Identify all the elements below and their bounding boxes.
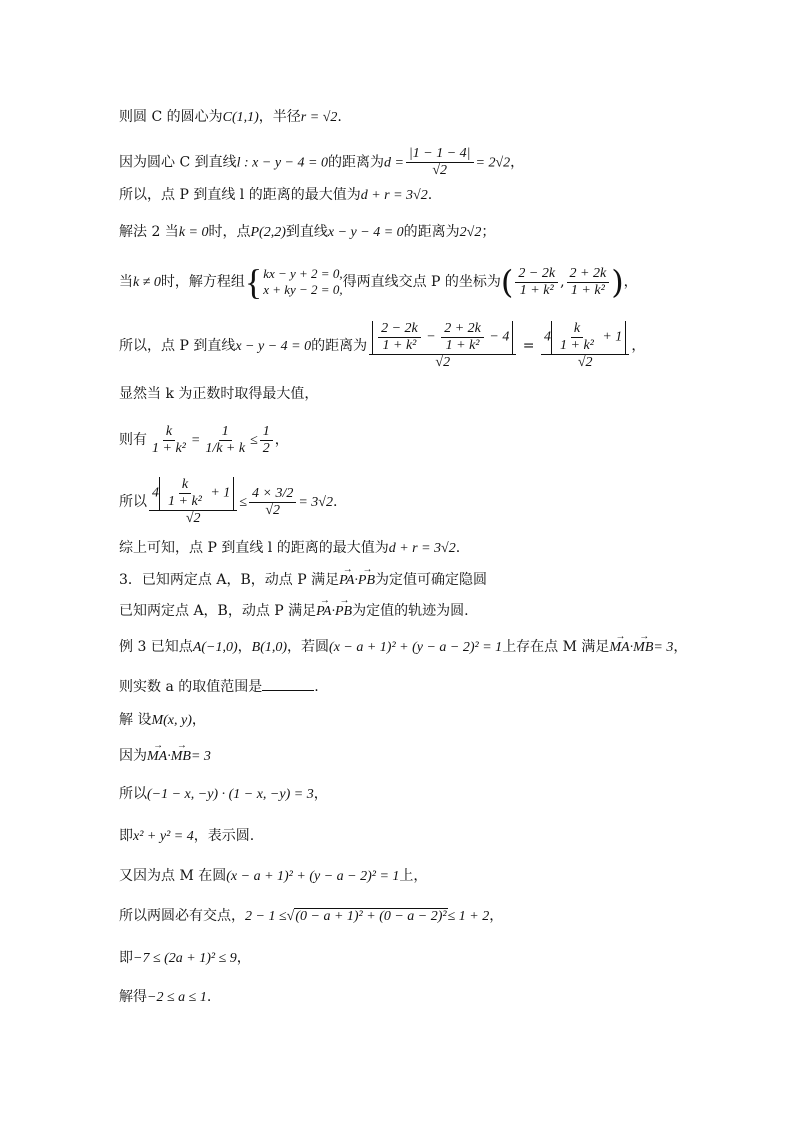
text: 因为圆心 C 到直线 xyxy=(119,154,237,171)
text: 上， xyxy=(399,868,428,884)
sqrt-expression: √(0 − a + 1)² + (0 − a − 2)² xyxy=(286,909,447,924)
text-line-4 xyxy=(119,222,495,243)
vector-mb: → MB xyxy=(633,638,653,658)
text: ， xyxy=(191,712,206,728)
text: 即 xyxy=(119,828,133,844)
text: 所以，点 P 到直线 l 的距离的最大值为 xyxy=(119,187,361,203)
text: ，表示圆. xyxy=(193,828,255,844)
text-line-5: 当k ≠ 0时，解方程组 { kx − y + 2 = 0, x + ky − 2 = 0, 得两直线交点 P 的坐标为( $\frac{2 - 2k}{\text{1 + k²}}$ , $\frac{2 + 2k}{\text{1 + k²}}$ )， xyxy=(119,262,638,302)
fraction: $\frac{k}{\text{1 + k²}}$ xyxy=(152,423,186,456)
text-line-7 xyxy=(119,384,318,404)
text: ， xyxy=(236,950,251,966)
text: 解法 2 当 xyxy=(119,224,179,240)
text: 到直线 xyxy=(285,224,328,240)
text: ， xyxy=(274,432,289,448)
math-expression: P(2,2) xyxy=(250,225,286,240)
equation-system: { kx − y + 2 = 0, x + ky − 2 = 0, xyxy=(244,262,343,302)
text-line-19 xyxy=(119,866,427,887)
fraction: $\frac{1}{2}$ xyxy=(260,424,273,457)
fraction: $\frac{2 + 2k}{\text{1 + k²}}$ xyxy=(567,266,610,299)
text: ，若圆 xyxy=(287,639,330,655)
text: . xyxy=(206,989,212,1005)
text-line-14 xyxy=(119,676,319,697)
text: 的距离为 xyxy=(311,338,368,354)
math-expression: B(1,0) xyxy=(251,640,288,655)
distance-fraction: $\frac{2 - 2k}{\text{1 + k²}}$ − $\frac{2 + 2k}{\text{1 + k²}}$ − 4 √2 xyxy=(369,321,516,371)
text: 的距离为 xyxy=(403,224,460,240)
text: 所以，点 P 到直线 xyxy=(119,338,236,354)
math-expression: d = xyxy=(383,155,404,171)
distance-fraction-simplified: 4 $\frac{k}{\text{1 + k²}}$ + 1 √2 xyxy=(541,321,629,371)
text: 所以两圆必有交点， xyxy=(119,908,245,924)
math-expression: r = √2 xyxy=(300,110,338,125)
math-expression: x − y − 4 = 0 xyxy=(235,339,312,354)
text: 时，点 xyxy=(208,224,251,240)
text: 上存在点 M 满足 xyxy=(502,639,610,655)
math-expression: −2 ≤ a ≤ 1 xyxy=(147,990,207,1005)
math-expression: A(−1,0) xyxy=(192,640,238,655)
math-expression: M(x, y) xyxy=(151,713,192,728)
text: 解得 xyxy=(119,989,147,1005)
text-line-9: 所以 4 $\frac{k}{\text{1 + k²}}$ + 1 √2 ≤ $\frac{4 \times 3/2}{√2}$ = 3√2. xyxy=(119,477,338,526)
text: ； xyxy=(481,224,496,240)
text: 当 xyxy=(119,274,133,290)
math-expression: 2 − 1 ≤ xyxy=(245,909,287,924)
math-expression: ≤ 1 + 2 xyxy=(447,909,490,924)
fraction: $\frac{4 \times 3/2}{√2}$ xyxy=(249,486,296,519)
text: 的距离为 xyxy=(327,154,384,171)
text: 例 3 已知点 xyxy=(119,639,193,655)
math-expression: (x − a + 1)² + (y − a − 2)² = 1 xyxy=(226,869,400,884)
text: 则圆 C 的圆心为 xyxy=(119,109,223,125)
text: ， xyxy=(673,639,688,655)
text: 得两直线交点 P 的坐标为 xyxy=(342,274,501,290)
text-line-8: 则有 $\frac{k}{\text{1 + k²}}$ = $\frac{1}{1/k + k}$ ≤ $\frac{1}{2}$ ， xyxy=(119,423,289,456)
text: ， xyxy=(489,908,504,924)
fraction xyxy=(406,146,474,179)
text: 综上可知，点 P 到直线 l 的距离的最大值为 xyxy=(119,540,389,556)
fraction: $\frac{1}{1/k + k}$ xyxy=(205,423,246,456)
text-line-1 xyxy=(119,107,342,128)
fraction: 4 $\frac{k}{\text{1 + k²}}$ + 1 √2 xyxy=(149,477,237,527)
text: . xyxy=(332,494,338,510)
text-line-18 xyxy=(119,826,254,847)
vector-pb: → PB xyxy=(335,602,352,622)
text: 已知两定点 A，B，动点 P 满足 xyxy=(119,603,317,619)
text: 则有 xyxy=(119,432,147,448)
numerator: |1 − 1 − 4| xyxy=(406,146,474,163)
text-line-3 xyxy=(119,185,432,206)
text: 因为 xyxy=(119,748,147,764)
math-expression: k = 0 xyxy=(178,225,209,240)
text: 又因为点 M 在圆 xyxy=(119,868,227,884)
text: 解 设 xyxy=(119,712,152,728)
vector-mb: → MB xyxy=(171,747,191,767)
text: 时，解方程组 xyxy=(160,274,245,290)
text: 3．已知两定点 A，B，动点 P 满足 xyxy=(119,572,340,588)
vector-ma: → MA xyxy=(147,747,167,767)
text: ， xyxy=(623,274,638,290)
text: 即 xyxy=(119,950,133,966)
text: . xyxy=(427,187,433,203)
math-expression: l : x − y − 4 = 0 xyxy=(236,155,328,171)
math-expression: 2√2 xyxy=(459,225,482,240)
text: . xyxy=(314,679,319,695)
text-line-2 xyxy=(119,146,524,179)
text: . xyxy=(455,540,461,556)
text: 所以 xyxy=(119,786,147,802)
text: 所以 xyxy=(119,494,147,510)
text: 显然当 k 为正数时取得最大值， xyxy=(119,386,319,402)
text-line-20 xyxy=(119,906,503,927)
math-expression: (−1 − x, −y) · (1 − x, −y) = 3 xyxy=(147,787,314,802)
vector-pa: → PA xyxy=(339,571,354,591)
text-line-21 xyxy=(119,948,251,969)
answer-blank xyxy=(262,676,314,691)
math-expression: C(1,1) xyxy=(222,110,259,125)
example-3-statement: 例 3 已知点A(−1,0)，B(1,0)，若圆(x − a + 1)² + (y − a − 2)² = 1上存在点 M 满足→ MA·→ MB= 3， xyxy=(119,637,687,658)
text: ， xyxy=(313,786,328,802)
math-expression: d + r = 3√2 xyxy=(360,188,428,203)
denominator: √2 xyxy=(432,163,448,178)
math-expression: x² + y² = 4 xyxy=(133,829,194,844)
math-expression: k ≠ 0 xyxy=(133,275,161,290)
equation: x + ky − 2 = 0, xyxy=(263,282,343,297)
text: ， xyxy=(631,338,646,354)
equation: kx − y + 2 = 0, xyxy=(263,266,343,281)
text-line-16: 因为→ MA·→ MB= 3 xyxy=(119,746,211,767)
vector-pa: → PA xyxy=(316,602,331,622)
math-expression: x − y − 4 = 0 xyxy=(327,225,404,240)
math-expression: = 2√2 xyxy=(475,155,511,171)
math-expression: (x − a + 1)² + (y − a − 2)² = 1 xyxy=(329,640,503,655)
text: ，半径 xyxy=(258,109,301,125)
text: 则实数 a 的取值范围是 xyxy=(119,679,263,695)
text: 为定值可确定隐圆 xyxy=(375,572,487,588)
text: 为定值的轨迹为圆. xyxy=(352,603,469,619)
text-line-12: 已知两定点 A，B，动点 P 满足→ PA·→ PB为定值的轨迹为圆. xyxy=(119,601,469,622)
fraction: $\frac{2 - 2k}{\text{1 + k²}}$ xyxy=(515,266,558,299)
math-expression: −7 ≤ (2a + 1)² ≤ 9 xyxy=(133,951,237,966)
text-line-6: 所以，点 P 到直线x − y − 4 = 0的距离为 $\frac{2 - 2k}{\text{1 + k²}}$ − $\frac{2 + 2k}{\text{1 + k²}}$ − 4 √2 = 4 $\frac{k}{\text{1 + k²}}$ + 1 √2 ， xyxy=(119,321,646,370)
text-line-15 xyxy=(119,710,206,731)
text: ， xyxy=(510,154,525,171)
text-line-10 xyxy=(119,538,460,559)
math-expression: d + r = 3√2 xyxy=(388,541,456,556)
section-heading-3: 3．已知两定点 A，B，动点 P 满足→ PA·→ PB为定值可确定隐圆 xyxy=(119,570,487,591)
text-line-17 xyxy=(119,784,328,805)
vector-pb: → PB xyxy=(358,571,375,591)
text-line-22 xyxy=(119,987,211,1008)
text: . xyxy=(337,109,342,125)
vector-ma: → MA xyxy=(609,638,629,658)
